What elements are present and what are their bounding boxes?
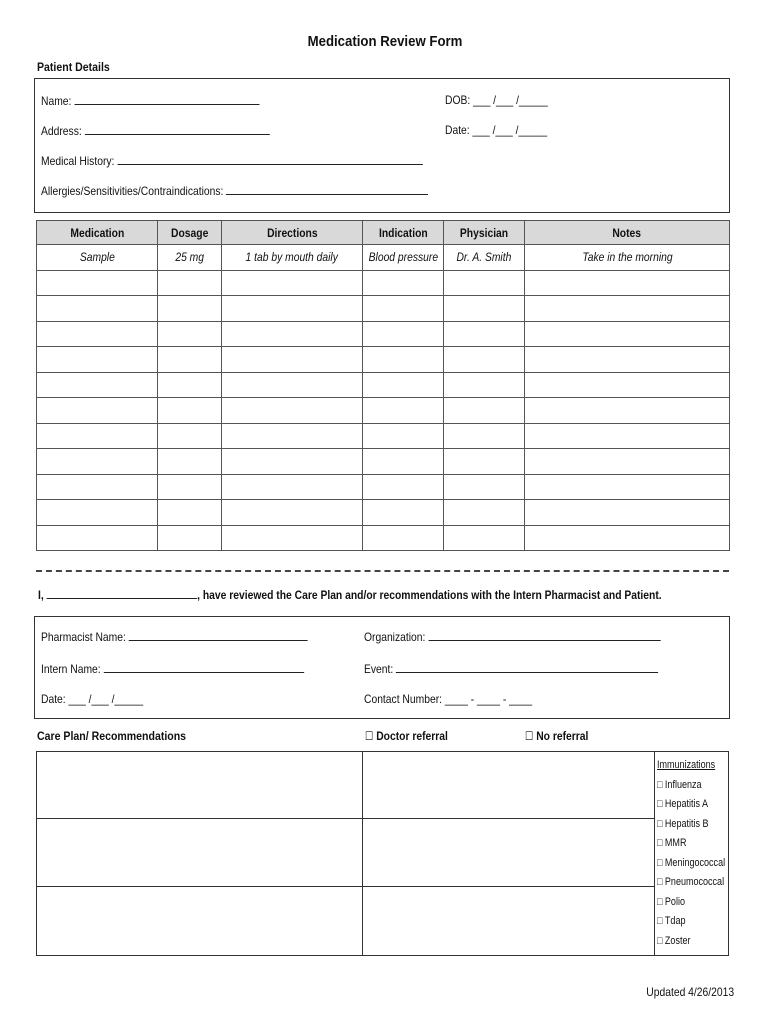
immunization-item[interactable] (657, 815, 725, 835)
checkbox-icon[interactable]: □ (657, 817, 663, 830)
table-row (37, 270, 730, 296)
reviewer-name-line[interactable] (47, 587, 198, 599)
table-row (37, 474, 730, 500)
table-cell[interactable] (444, 500, 525, 526)
checkbox-icon[interactable]: □ (657, 798, 663, 810)
allergies-field[interactable] (41, 183, 428, 198)
table-cell[interactable] (525, 449, 730, 475)
organization-field[interactable] (364, 629, 660, 644)
table-cell[interactable] (444, 449, 525, 475)
table-cell[interactable] (363, 449, 444, 475)
table-cell[interactable] (363, 525, 444, 551)
medical-history-field[interactable] (41, 153, 423, 168)
table-cell[interactable] (363, 423, 444, 449)
immunizations-list (657, 776, 725, 952)
address-line[interactable] (85, 123, 270, 135)
table-cell[interactable] (158, 321, 222, 347)
table-cell[interactable] (158, 398, 222, 424)
cut-line-divider (36, 570, 729, 572)
table-cell[interactable] (37, 423, 158, 449)
table-row (37, 321, 730, 347)
table-header-row (37, 221, 730, 245)
table-cell[interactable] (222, 398, 363, 424)
table-cell[interactable] (525, 525, 730, 551)
care-plan-cell[interactable] (364, 822, 652, 884)
intern-name-field[interactable] (41, 661, 304, 676)
sample-medication: Sample (37, 245, 158, 271)
immunization-label: Pneumococcal (664, 876, 725, 888)
table-cell[interactable] (222, 525, 363, 551)
immunization-label: Influenza (664, 778, 702, 791)
table-cell[interactable] (158, 474, 222, 500)
table-cell[interactable] (222, 423, 363, 449)
table-row (37, 372, 730, 398)
medical-history-label: Medical History: (41, 154, 115, 168)
immunization-label: Tdap (664, 915, 686, 927)
table-cell[interactable] (222, 270, 363, 296)
table-cell[interactable] (158, 270, 222, 296)
immunization-label: Zoster (664, 934, 691, 947)
table-cell[interactable] (525, 321, 730, 347)
table-row (37, 525, 730, 551)
table-cell[interactable] (363, 296, 444, 322)
table-cell[interactable] (158, 500, 222, 526)
care-plan-cell[interactable] (38, 890, 360, 954)
immunization-item[interactable] (657, 932, 725, 952)
immunization-item[interactable] (657, 776, 725, 796)
table-cell[interactable] (525, 474, 730, 500)
table-cell[interactable] (222, 372, 363, 398)
immunizations-divider (654, 751, 655, 956)
header-physician: Physician (444, 221, 525, 245)
table-row (37, 296, 730, 322)
address-field[interactable] (41, 123, 270, 138)
immunization-item[interactable] (657, 893, 725, 913)
checkbox-icon[interactable]: □ (657, 915, 663, 927)
table-cell[interactable] (525, 347, 730, 373)
immunization-label: Meningococcal (664, 856, 726, 869)
immunization-label: Polio (664, 895, 685, 908)
table-cell[interactable] (222, 347, 363, 373)
table-cell[interactable] (37, 321, 158, 347)
header-notes: Notes (525, 221, 730, 245)
table-cell[interactable] (525, 423, 730, 449)
checkbox-icon[interactable]: □ (657, 856, 663, 869)
address-label: Address: (41, 124, 82, 138)
checkbox-icon[interactable]: ☐ (365, 729, 374, 743)
table-cell[interactable] (444, 398, 525, 424)
table-cell[interactable] (444, 321, 525, 347)
care-plan-divider (362, 751, 363, 956)
sample-notes: Take in the morning (525, 245, 730, 271)
review-prefix: I, (38, 588, 44, 602)
review-statement (38, 587, 662, 602)
table-cell[interactable] (158, 347, 222, 373)
care-plan-cell[interactable] (38, 822, 360, 884)
header-indication: Indication (363, 221, 444, 245)
table-cell[interactable] (444, 372, 525, 398)
event-field[interactable] (364, 661, 658, 676)
immunization-item[interactable] (657, 854, 725, 874)
doctor-referral-checkbox[interactable] (365, 729, 448, 743)
table-cell[interactable] (363, 500, 444, 526)
immunization-label: Hepatitis A (664, 798, 709, 810)
checkbox-icon[interactable]: □ (657, 876, 663, 888)
name-label: Name: (41, 94, 72, 108)
care-plan-cell[interactable] (38, 755, 360, 816)
sample-indication: Blood pressure (363, 245, 444, 271)
table-cell[interactable] (37, 372, 158, 398)
updated-date: Updated 4/26/2013 (646, 985, 734, 999)
table-cell[interactable] (37, 500, 158, 526)
table-cell[interactable] (158, 449, 222, 475)
organization-line[interactable] (428, 629, 660, 641)
table-cell[interactable] (444, 423, 525, 449)
review-date-field[interactable]: Date: ___ /___ /_____ (41, 692, 144, 706)
table-cell[interactable] (222, 500, 363, 526)
care-plan-row-divider (36, 818, 654, 819)
table-cell[interactable] (525, 398, 730, 424)
table-row (37, 423, 730, 449)
checkbox-icon[interactable]: □ (657, 837, 663, 849)
table-cell[interactable] (525, 500, 730, 526)
name-line[interactable] (74, 93, 259, 105)
table-cell[interactable] (37, 347, 158, 373)
header-dosage: Dosage (158, 221, 222, 245)
pharmacist-name-label: Pharmacist Name: (41, 630, 126, 644)
table-cell[interactable] (363, 270, 444, 296)
doctor-referral-label: Doctor referral (376, 729, 448, 743)
table-cell[interactable] (363, 398, 444, 424)
immunizations-panel (657, 756, 725, 951)
allergies-label: Allergies/Sensitivities/Contraindications: (41, 184, 224, 198)
immunization-item[interactable] (657, 834, 725, 854)
checkbox-icon[interactable]: □ (657, 934, 663, 947)
sample-row (37, 245, 730, 271)
table-cell[interactable] (363, 347, 444, 373)
event-label: Event: (364, 662, 394, 676)
header-directions: Directions (222, 221, 363, 245)
name-field[interactable] (41, 93, 259, 108)
medication-table (36, 220, 730, 551)
immunization-label: Hepatitis B (664, 817, 709, 830)
table-row (37, 398, 730, 424)
table-cell[interactable] (37, 474, 158, 500)
table-cell[interactable] (222, 449, 363, 475)
table-cell[interactable] (363, 321, 444, 347)
sample-dosage: 25 mg (158, 245, 222, 271)
table-cell[interactable] (37, 449, 158, 475)
sample-directions: 1 tab by mouth daily (222, 245, 363, 271)
organization-label: Organization: (364, 630, 426, 644)
no-referral-label: No referral (536, 729, 589, 743)
table-cell[interactable] (158, 296, 222, 322)
patient-details-label: Patient Details (37, 60, 110, 74)
care-plan-cell[interactable] (364, 890, 652, 954)
intern-name-line[interactable] (104, 661, 304, 673)
table-cell[interactable] (525, 270, 730, 296)
no-referral-checkbox[interactable] (525, 729, 588, 743)
table-cell[interactable] (444, 347, 525, 373)
sample-physician: Dr. A. Smith (444, 245, 525, 271)
immunization-item[interactable] (657, 912, 725, 932)
care-plan-row-divider (36, 886, 654, 887)
table-cell[interactable] (158, 525, 222, 551)
table-cell[interactable] (444, 270, 525, 296)
checkbox-icon[interactable]: □ (657, 778, 663, 791)
checkbox-icon[interactable]: ☐ (525, 729, 534, 743)
form-title: Medication Review Form (307, 33, 463, 50)
table-row (37, 449, 730, 475)
table-cell[interactable] (158, 423, 222, 449)
table-row (37, 500, 730, 526)
immunization-item[interactable] (657, 873, 725, 893)
table-row (37, 347, 730, 373)
allergies-line[interactable] (226, 183, 428, 195)
immunization-label: MMR (664, 837, 687, 849)
table-cell[interactable] (158, 372, 222, 398)
pharmacist-name-field[interactable] (41, 629, 308, 644)
medical-history-line[interactable] (117, 153, 422, 165)
table-cell[interactable] (525, 372, 730, 398)
care-plan-label: Care Plan/ Recommendations (37, 729, 187, 743)
date-field[interactable]: Date: ___ /___ /_____ (445, 123, 548, 137)
table-cell[interactable] (222, 296, 363, 322)
table-cell[interactable] (525, 296, 730, 322)
table-cell[interactable] (363, 372, 444, 398)
header-medication: Medication (37, 221, 158, 245)
table-cell[interactable] (37, 398, 158, 424)
table-cell[interactable] (363, 474, 444, 500)
table-cell[interactable] (444, 474, 525, 500)
dob-field[interactable]: DOB: ___ /___ /_____ (445, 93, 548, 107)
table-cell[interactable] (37, 525, 158, 551)
table-cell[interactable] (444, 296, 525, 322)
care-plan-cell[interactable] (364, 755, 652, 816)
contact-number-field[interactable]: Contact Number: ____ - ____ - ____ (364, 692, 533, 706)
pharmacist-name-line[interactable] (129, 629, 308, 641)
review-suffix: , have reviewed the Care Plan and/or recommendations with the Intern Pharmacist and Patient. (197, 588, 662, 602)
table-cell[interactable] (222, 474, 363, 500)
immunization-item[interactable] (657, 795, 725, 815)
table-cell[interactable] (37, 270, 158, 296)
immunizations-title: Immunizations (657, 759, 716, 771)
checkbox-icon[interactable]: □ (657, 895, 663, 908)
table-cell[interactable] (222, 321, 363, 347)
table-cell[interactable] (444, 525, 525, 551)
intern-name-label: Intern Name: (41, 662, 101, 676)
table-cell[interactable] (37, 296, 158, 322)
event-line[interactable] (396, 661, 658, 673)
